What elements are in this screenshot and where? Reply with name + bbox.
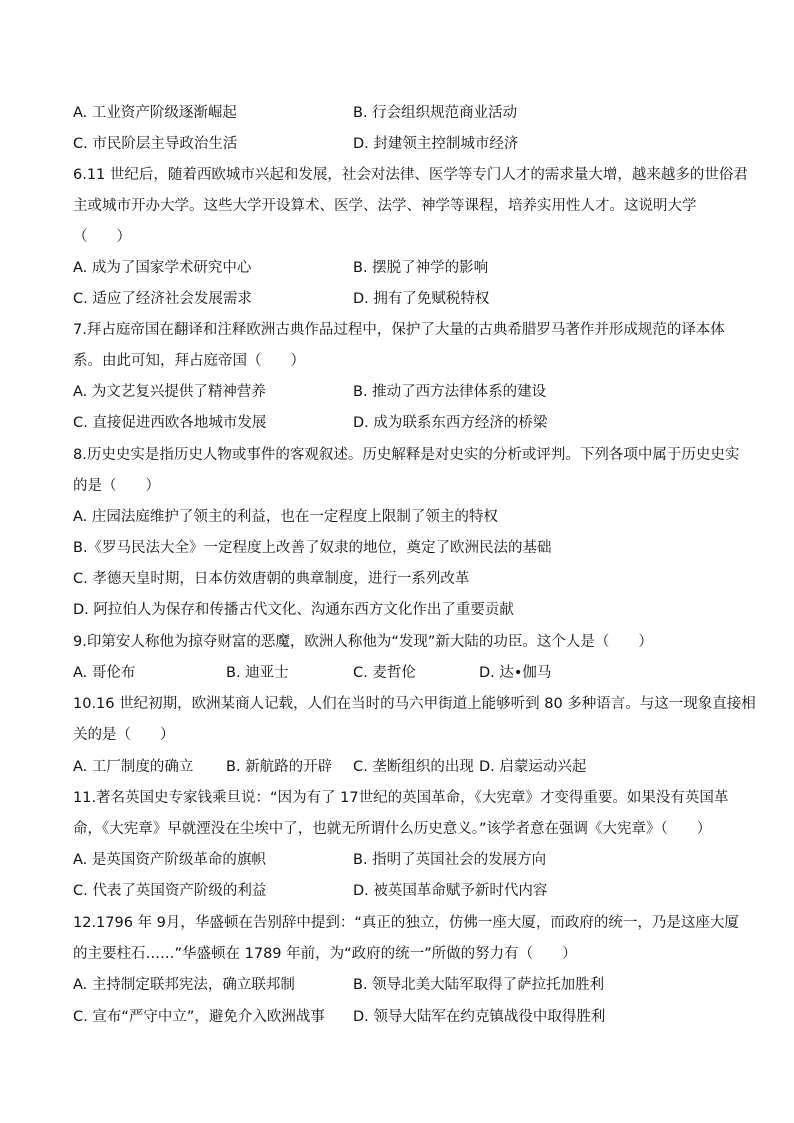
q9-option-d: D. 达•伽马: [479, 665, 552, 681]
q5-option-c: C. 市民阶层主导政治生活: [73, 136, 238, 152]
q10-stem-line-2: 关的是（ ）: [73, 727, 175, 743]
q8-option-a: A. 庄园法庭维护了领主的利益，也在一定程度上限制了领主的特权: [73, 509, 498, 525]
q7-option-a: A. 为文艺复兴提供了精神营养: [73, 384, 266, 400]
q12-option-b: B. 领导北美大陆军取得了萨拉托加胜利: [353, 977, 605, 993]
q5-option-b: B. 行会组织规范商业活动: [353, 105, 518, 121]
q6-option-a: A. 成为了国家学术研究中心: [73, 260, 252, 276]
q12-option-a: A. 主持制定联邦宪法，确立联邦制: [73, 977, 295, 993]
q7-stem-line-1: 7.拜占庭帝国在翻译和注释欧洲古典作品过程中，保护了大量的古典希腊罗马著作并形成规范的译本体: [73, 322, 725, 338]
q8-option-c: C. 孝德天皇时期，日本仿效唐朝的典章制度，进行一系列改革: [73, 571, 470, 587]
q10-option-c: C. 垄断组织的出现: [353, 759, 474, 775]
q10-option-d: D. 启蒙运动兴起: [479, 759, 587, 775]
q7-option-b: B. 推动了西方法律体系的建设: [353, 384, 547, 400]
q7-stem-line-2: 系。由此可知，拜占庭帝国（ ）: [73, 353, 305, 369]
q11-stem-line-1: 11.著名英国史专家钱乘旦说：“因为有了 17世纪的英国革命，《大宪章》才变得重要。如果没有英国革: [73, 790, 729, 806]
q10-option-b: B. 新航路的开辟: [226, 759, 333, 775]
q5-option-a: A. 工业资产阶级逐渐崛起: [73, 105, 237, 121]
q12-stem-line-2: 的主要柱石……”华盛顿在 1789 年前，为“政府的统一”所做的努力有（ ）: [73, 946, 577, 962]
q12-option-d: D. 领导大陆军在约克镇战役中取得胜利: [353, 1009, 606, 1025]
q5-option-d: D. 封建领主控制城市经济: [353, 136, 519, 152]
q11-option-a: A. 是英国资产阶级革命的旗帜: [73, 852, 266, 868]
q6-stem-line-1: 6.11 世纪后，随着西欧城市兴起和发展，社会对法律、医学等专门人才的需求量大增，越来越多的世俗君: [73, 167, 748, 183]
q8-option-d: D. 阿拉伯人为保存和传播古代文化、沟通东西方文化作出了重要贡献: [73, 602, 514, 618]
q9-stem-line-1: 9.印第安人称他为掠夺财富的恶魔，欧洲人称他为“发现”新大陆的功臣。这个人是（ ）: [73, 634, 653, 650]
q6-option-c: C. 适应了经济社会发展需求: [73, 291, 252, 307]
q6-option-d: D. 拥有了免赋税特权: [353, 291, 490, 307]
q6-stem-line-2: 主或城市开办大学。这些大学开设算术、医学、法学、神学等课程，培养实用性人才。这说明大学: [73, 198, 697, 214]
q8-stem-line-2: 的是（ ）: [73, 478, 160, 494]
q12-stem-line-1: 12.1796 年 9月，华盛顿在告别辞中提到：“真正的独立，仿佛一座大厦，而政府的统一，乃是这座大厦: [73, 915, 739, 931]
q10-option-a: A. 工厂制度的确立: [73, 759, 194, 775]
q6-stem-line-3: （ ）: [73, 229, 131, 245]
q8-stem-line-1: 8.历史史实是指历史人物或事件的客观叙述。历史解释是对史实的分析或评判。下列各项中属于历史史实: [73, 447, 740, 463]
q9-option-b: B. 迪亚士: [226, 665, 289, 681]
q6-option-b: B. 摆脱了神学的影响: [353, 260, 489, 276]
q10-stem-line-1: 10.16 世纪初期，欧洲某商人记载，人们在当时的马六甲街道上能够听到 80 多种语言。与这一现象直接相: [73, 696, 756, 712]
q12-option-c: C. 宣布“严守中立”，避免介入欧洲战事: [73, 1009, 325, 1025]
q7-option-d: D. 成为联系东西方经济的桥梁: [353, 415, 548, 431]
q11-option-c: C. 代表了英国资产阶级的利益: [73, 883, 267, 899]
q9-option-c: C. 麦哲伦: [353, 665, 416, 681]
q11-option-d: D. 被英国革命赋予新时代内容: [353, 883, 548, 899]
q8-option-b: B.《罗马民法大全》一定程度上改善了奴隶的地位，奠定了欧洲民法的基础: [73, 540, 552, 556]
q11-stem-line-2: 命，《大宪章》早就湮没在尘埃中了，也就无所谓什么历史意义。”该学者意在强调《大宪章》（ ）: [73, 821, 712, 837]
q9-option-a: A. 哥伦布: [73, 665, 136, 681]
q7-option-c: C. 直接促进西欧各地城市发展: [73, 415, 267, 431]
q11-option-b: B. 指明了英国社会的发展方向: [353, 852, 547, 868]
